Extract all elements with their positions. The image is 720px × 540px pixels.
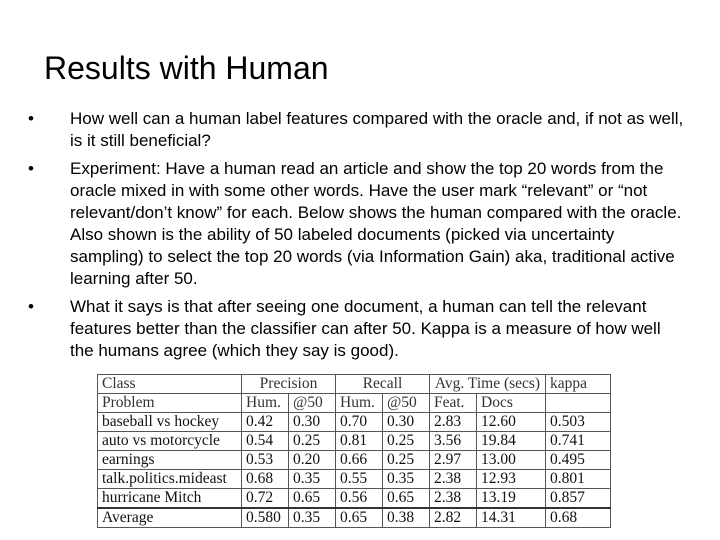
cell-docs: 12.60 bbox=[477, 413, 546, 432]
cell-p-50: 0.25 bbox=[289, 432, 336, 451]
bullet-text: Experiment: Have a human read an article and show the top 20 words from the oracle mixed in with some other words. Have the user mark “relevant” or “not relevant/don’t know” for each. Below shows the human compared with the oracle. Also shown is the ability of 50 labeled documents (picked via uncertainty sampling) to select the top 20 words (via Information Gain) aka, traditional active learning after 50. bbox=[70, 159, 682, 288]
cell-r-hum: 0.81 bbox=[336, 432, 383, 451]
cell-p-50: 0.65 bbox=[289, 489, 336, 509]
cell-r-50: 0.38 bbox=[383, 508, 430, 528]
cell-problem: Average bbox=[98, 508, 242, 528]
cell-docs: 13.00 bbox=[477, 451, 546, 470]
table-row bbox=[98, 470, 611, 489]
table-header-row bbox=[98, 375, 611, 394]
bullet-text: How well can a human label features compared with the oracle and, if not as well, is it still beneficial? bbox=[70, 109, 684, 150]
header-docs: Docs bbox=[477, 394, 546, 413]
cell-r-hum: 0.55 bbox=[336, 470, 383, 489]
header-precision: Precision bbox=[242, 375, 336, 394]
table-row bbox=[98, 413, 611, 432]
header-problem: Problem bbox=[98, 394, 242, 413]
cell-p-50: 0.20 bbox=[289, 451, 336, 470]
bullet-text: What it says is that after seeing one document, a human can tell the relevant features better than the classifier can after 50. Kappa is a measure of how well the humans agree (which they say is good). bbox=[70, 297, 661, 360]
cell-kappa: 0.857 bbox=[546, 489, 611, 509]
cell-p-hum: 0.54 bbox=[242, 432, 289, 451]
cell-docs: 19.84 bbox=[477, 432, 546, 451]
cell-kappa: 0.503 bbox=[546, 413, 611, 432]
bullet-icon: • bbox=[28, 159, 34, 178]
table-average-row bbox=[98, 508, 611, 528]
bullet-icon: • bbox=[28, 109, 34, 128]
cell-feat: 3.56 bbox=[430, 432, 477, 451]
results-table bbox=[97, 374, 611, 528]
cell-problem: auto vs motorcycle bbox=[98, 432, 242, 451]
cell-kappa: 0.801 bbox=[546, 470, 611, 489]
cell-r-hum: 0.65 bbox=[336, 508, 383, 528]
cell-p-hum: 0.53 bbox=[242, 451, 289, 470]
header-recall: Recall bbox=[336, 375, 430, 394]
cell-r-50: 0.30 bbox=[383, 413, 430, 432]
bullet-item bbox=[28, 108, 688, 152]
cell-p-hum: 0.72 bbox=[242, 489, 289, 509]
cell-r-hum: 0.70 bbox=[336, 413, 383, 432]
cell-kappa: 0.68 bbox=[546, 508, 611, 528]
cell-problem: baseball vs hockey bbox=[98, 413, 242, 432]
cell-r-50: 0.65 bbox=[383, 489, 430, 509]
cell-problem: earnings bbox=[98, 451, 242, 470]
cell-feat: 2.97 bbox=[430, 451, 477, 470]
table-subheader-row bbox=[98, 394, 611, 413]
header-class: Class bbox=[98, 375, 242, 394]
bullet-item bbox=[28, 158, 688, 290]
header-precision-50: @50 bbox=[289, 394, 336, 413]
header-precision-hum: Hum. bbox=[242, 394, 289, 413]
cell-problem: talk.politics.mideast bbox=[98, 470, 242, 489]
cell-r-hum: 0.56 bbox=[336, 489, 383, 509]
cell-problem: hurricane Mitch bbox=[98, 489, 242, 509]
cell-r-50: 0.25 bbox=[383, 451, 430, 470]
cell-feat: 2.38 bbox=[430, 470, 477, 489]
cell-p-50: 0.35 bbox=[289, 470, 336, 489]
cell-p-hum: 0.42 bbox=[242, 413, 289, 432]
table-row bbox=[98, 489, 611, 509]
cell-feat: 2.82 bbox=[430, 508, 477, 528]
cell-kappa: 0.741 bbox=[546, 432, 611, 451]
header-kappa: kappa bbox=[546, 375, 611, 394]
header-recall-hum: Hum. bbox=[336, 394, 383, 413]
cell-p-hum: 0.68 bbox=[242, 470, 289, 489]
cell-docs: 13.19 bbox=[477, 489, 546, 509]
cell-p-hum: 0.580 bbox=[242, 508, 289, 528]
header-recall-50: @50 bbox=[383, 394, 430, 413]
cell-docs: 14.31 bbox=[477, 508, 546, 528]
bullet-icon: • bbox=[28, 297, 34, 316]
cell-p-50: 0.30 bbox=[289, 413, 336, 432]
header-kappa-blank bbox=[546, 394, 611, 413]
cell-feat: 2.38 bbox=[430, 489, 477, 509]
header-avg-time: Avg. Time (secs) bbox=[430, 375, 546, 394]
cell-r-hum: 0.66 bbox=[336, 451, 383, 470]
slide-title: Results with Human bbox=[44, 50, 329, 86]
cell-docs: 12.93 bbox=[477, 470, 546, 489]
table-row bbox=[98, 432, 611, 451]
table-row bbox=[98, 451, 611, 470]
bullet-item bbox=[28, 296, 688, 362]
cell-r-50: 0.25 bbox=[383, 432, 430, 451]
bullet-list bbox=[28, 108, 688, 368]
cell-feat: 2.83 bbox=[430, 413, 477, 432]
cell-kappa: 0.495 bbox=[546, 451, 611, 470]
cell-r-50: 0.35 bbox=[383, 470, 430, 489]
cell-p-50: 0.35 bbox=[289, 508, 336, 528]
header-feat: Feat. bbox=[430, 394, 477, 413]
